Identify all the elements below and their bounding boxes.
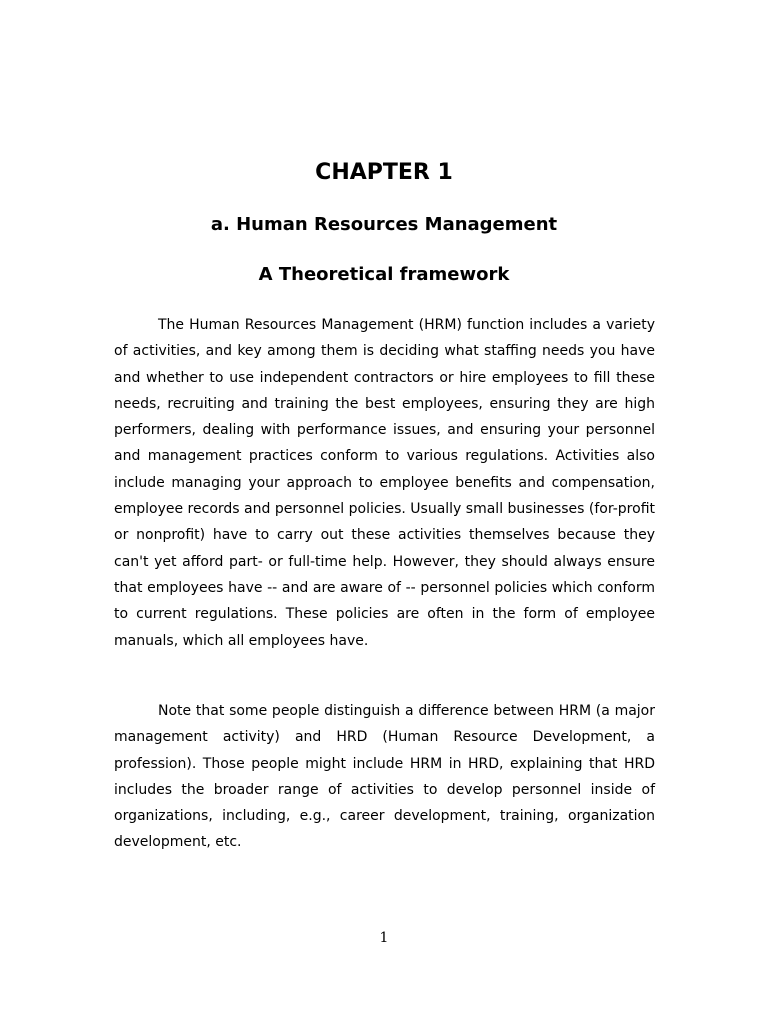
- page-number: 1: [379, 930, 389, 946]
- chapter-title: CHAPTER 1: [315, 160, 453, 185]
- body-paragraph-1: The Human Resources Management (HRM) function includes a variety of activities, and key among them is deciding what staffing needs you have and whether to use independent contractors or hire employees to fill these needs, recruiting and training the best employees, ensuring they are high performers, dealing with performance issues, and ensuring your personnel and management practices conform to various regulations. Activities also include managing your approach to employee benefits and compensation, employee records and personnel policies. Usually small businesses (for-profit or nonprofit) have to carry out these activities themselves because they can't yet afford part- or full-time help. However, they should always ensure that employees have -- and are aware of -- personnel policies which conform to current regulations. These policies are often in the form of employee manuals, which all employees have.: [114, 317, 655, 649]
- body-paragraph-2: Note that some people distinguish a difference between HRM (a major management activity) and HRD (Human Resource Development, a profession). Those people might include HRM in HRD, explaining that HRD includes the broader range of activities to develop personnel inside of organizations, including, e.g., career development, training, organization development, etc.: [114, 703, 655, 851]
- section-title: a. Human Resources Management: [210, 214, 558, 235]
- subtitle: A Theoretical framework: [258, 264, 510, 285]
